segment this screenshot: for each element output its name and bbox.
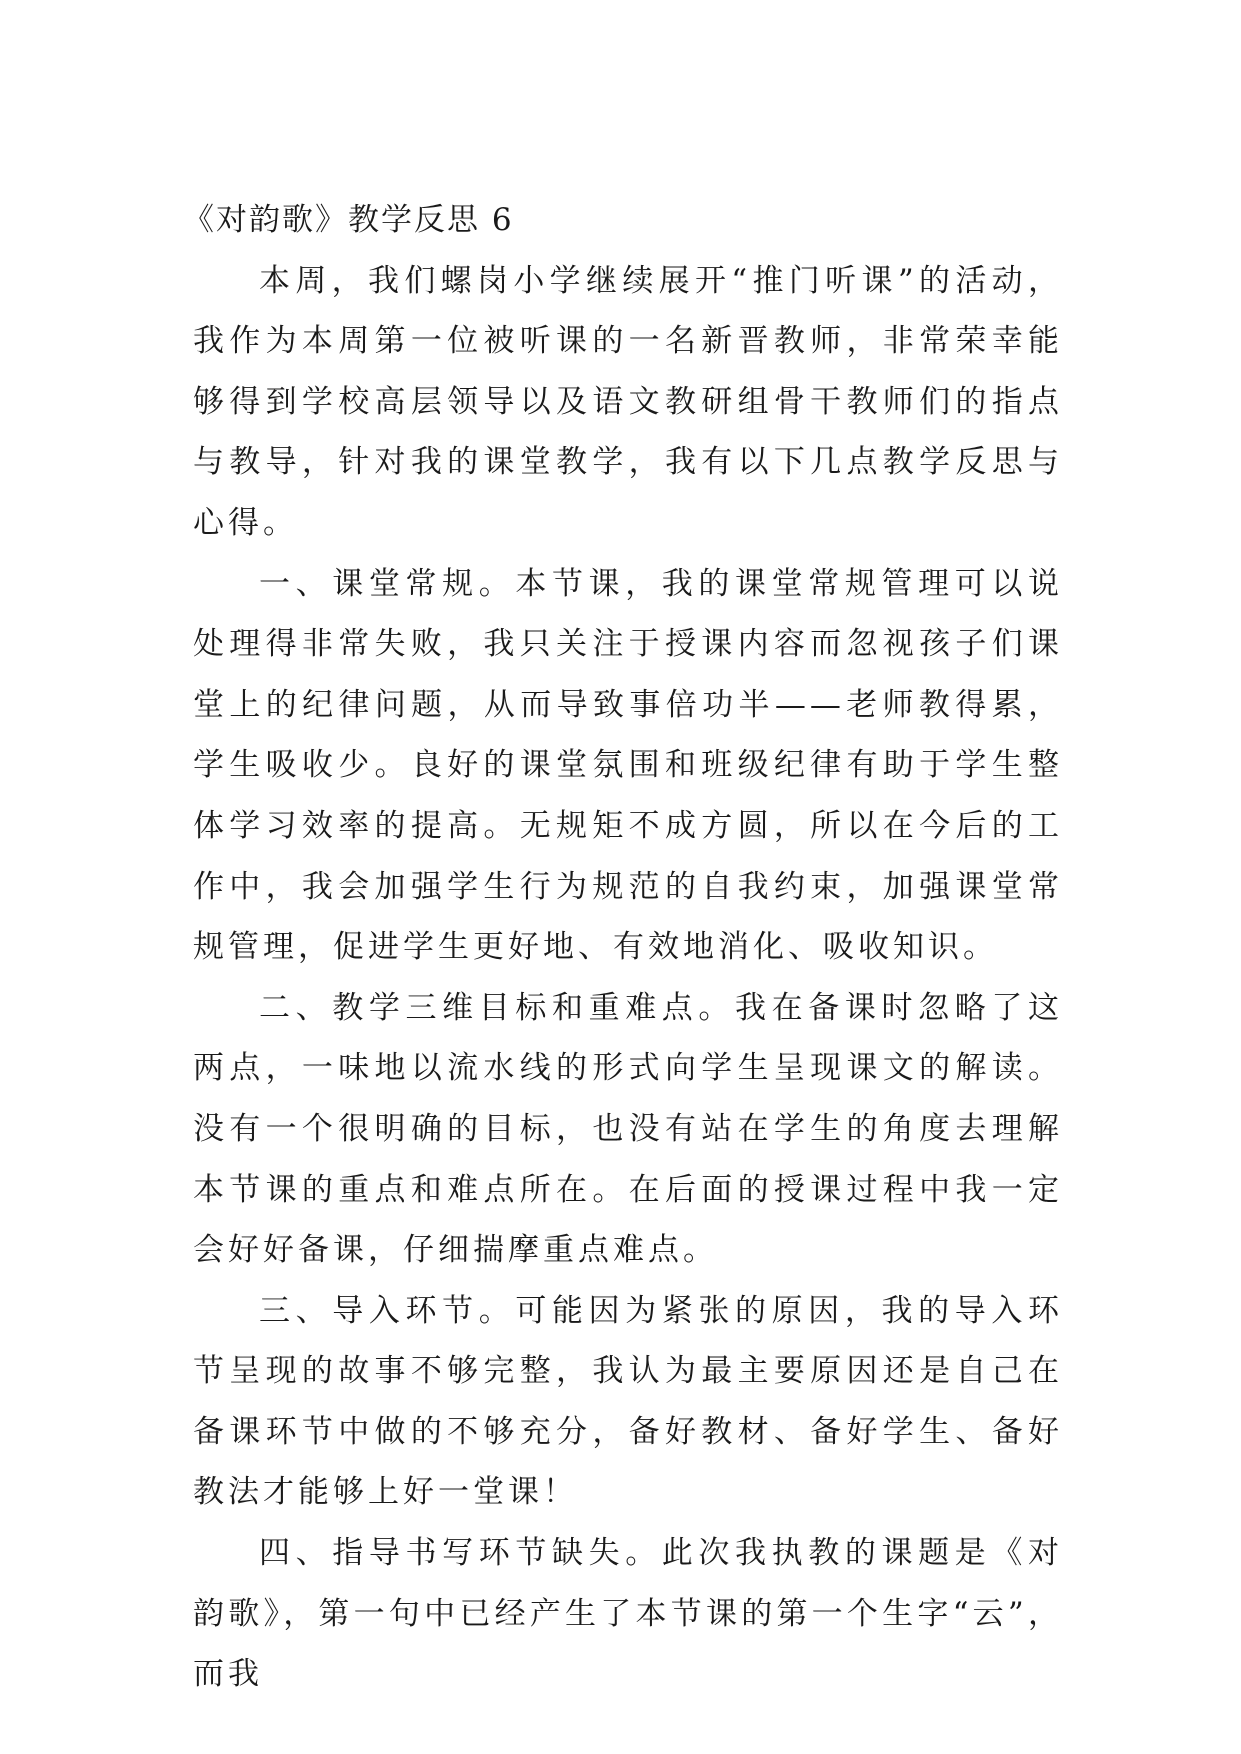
paragraph-classroom-routine: 一、课堂常规。本节课，我的课堂常规管理可以说处理得非常失败，我只关注于授课内容而忽视孩子们课堂上的纪律问题，从而导致事倍功半——老师教得累，学生吸收少。良好的课堂氛围和班级纪律有助于学生整体学习效率的提高。无规矩不成方圆，所以在今后的工作中，我会加强学生行为规范的自我约束，加强课堂常规管理，促进学生更好地、有效地消化、吸收知识。 [193, 565, 1063, 966]
paragraph-introduction-segment: 三、导入环节。可能因为紧张的原因，我的导入环节呈现的故事不够完整，我认为最主要原因还是自己在备课环节中做的不够充分，备好教材、备好学生、备好教法才能够上好一堂课！ [193, 1292, 1063, 1511]
document-body [183, 190, 1063, 1705]
paragraph-writing-guidance: 四、指导书写环节缺失。此次我执教的课题是《对韵歌》，第一句中已经产生了本节课的第一个生字“云”，而我 [193, 1535, 1063, 1693]
paragraph-teaching-goals: 二、教学三维目标和重难点。我在备课时忽略了这两点，一味地以流水线的形式向学生呈现课文的解读。没有一个很明确的目标，也没有站在学生的角度去理解本节课的重点和难点所在。在后面的授课过程中我一定会好好备课，仔细揣摩重点难点。 [193, 989, 1063, 1269]
paragraph-intro: 本周，我们螺岗小学继续展开“推门听课”的活动，我作为本周第一位被听课的一名新晋教师，非常荣幸能够得到学校高层领导以及语文教研组骨干教师们的指点与教导，针对我的课堂教学，我有以下几点教学反思与心得。 [193, 262, 1063, 541]
document-title: 《对韵歌》教学反思 6 [183, 202, 514, 238]
